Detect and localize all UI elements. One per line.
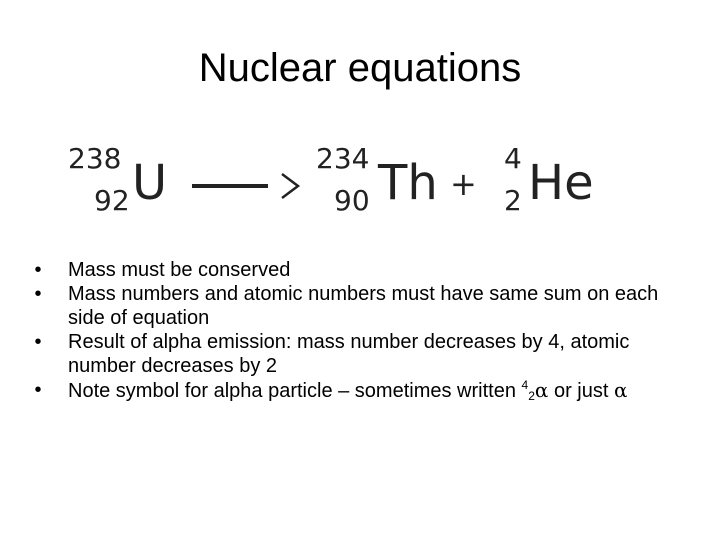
bullet-list <box>28 258 700 405</box>
helium-mass-number: 4 <box>504 142 522 175</box>
nuclear-equation <box>60 136 620 236</box>
thorium-mass-number: 234 <box>316 142 370 175</box>
bullet-dot: • <box>34 331 42 353</box>
helium-atomic-number: 2 <box>504 184 522 217</box>
plus-sign: + <box>450 165 477 203</box>
bullet-item <box>28 378 700 405</box>
alpha-symbol-2: α <box>613 378 628 402</box>
slide-title: Nuclear equations <box>198 46 522 90</box>
bullet-item <box>28 330 700 378</box>
alpha-mass-superscript: 4 <box>521 378 529 392</box>
uranium-mass-number: 238 <box>68 142 122 175</box>
bullet-item <box>28 258 700 282</box>
alpha-symbol: α <box>534 378 549 402</box>
thorium-atomic-number: 90 <box>334 184 370 217</box>
bullet-text-before: Note symbol for alpha particle – sometimes written <box>68 380 522 402</box>
bullet-item <box>28 282 700 330</box>
helium-symbol: He <box>528 155 594 211</box>
bullet-dot: • <box>34 283 42 305</box>
uranium-symbol: U <box>132 155 168 211</box>
bullet-text: Mass numbers and atomic numbers must have same sum on each side of equation <box>68 283 659 329</box>
reaction-arrow-icon <box>190 166 310 206</box>
bullet-text: Result of alpha emission: mass number decreases by 4, atomic number decreases by 2 <box>68 331 630 377</box>
bullet-text-after: or just <box>548 380 614 402</box>
bullet-text: Mass must be conserved <box>68 259 291 281</box>
bullet-dot: • <box>34 379 42 401</box>
alpha-atomic-subscript: 2 <box>528 389 535 403</box>
bullet-dot: • <box>34 259 42 281</box>
thorium-symbol: Th <box>378 155 438 211</box>
uranium-atomic-number: 92 <box>94 184 130 217</box>
